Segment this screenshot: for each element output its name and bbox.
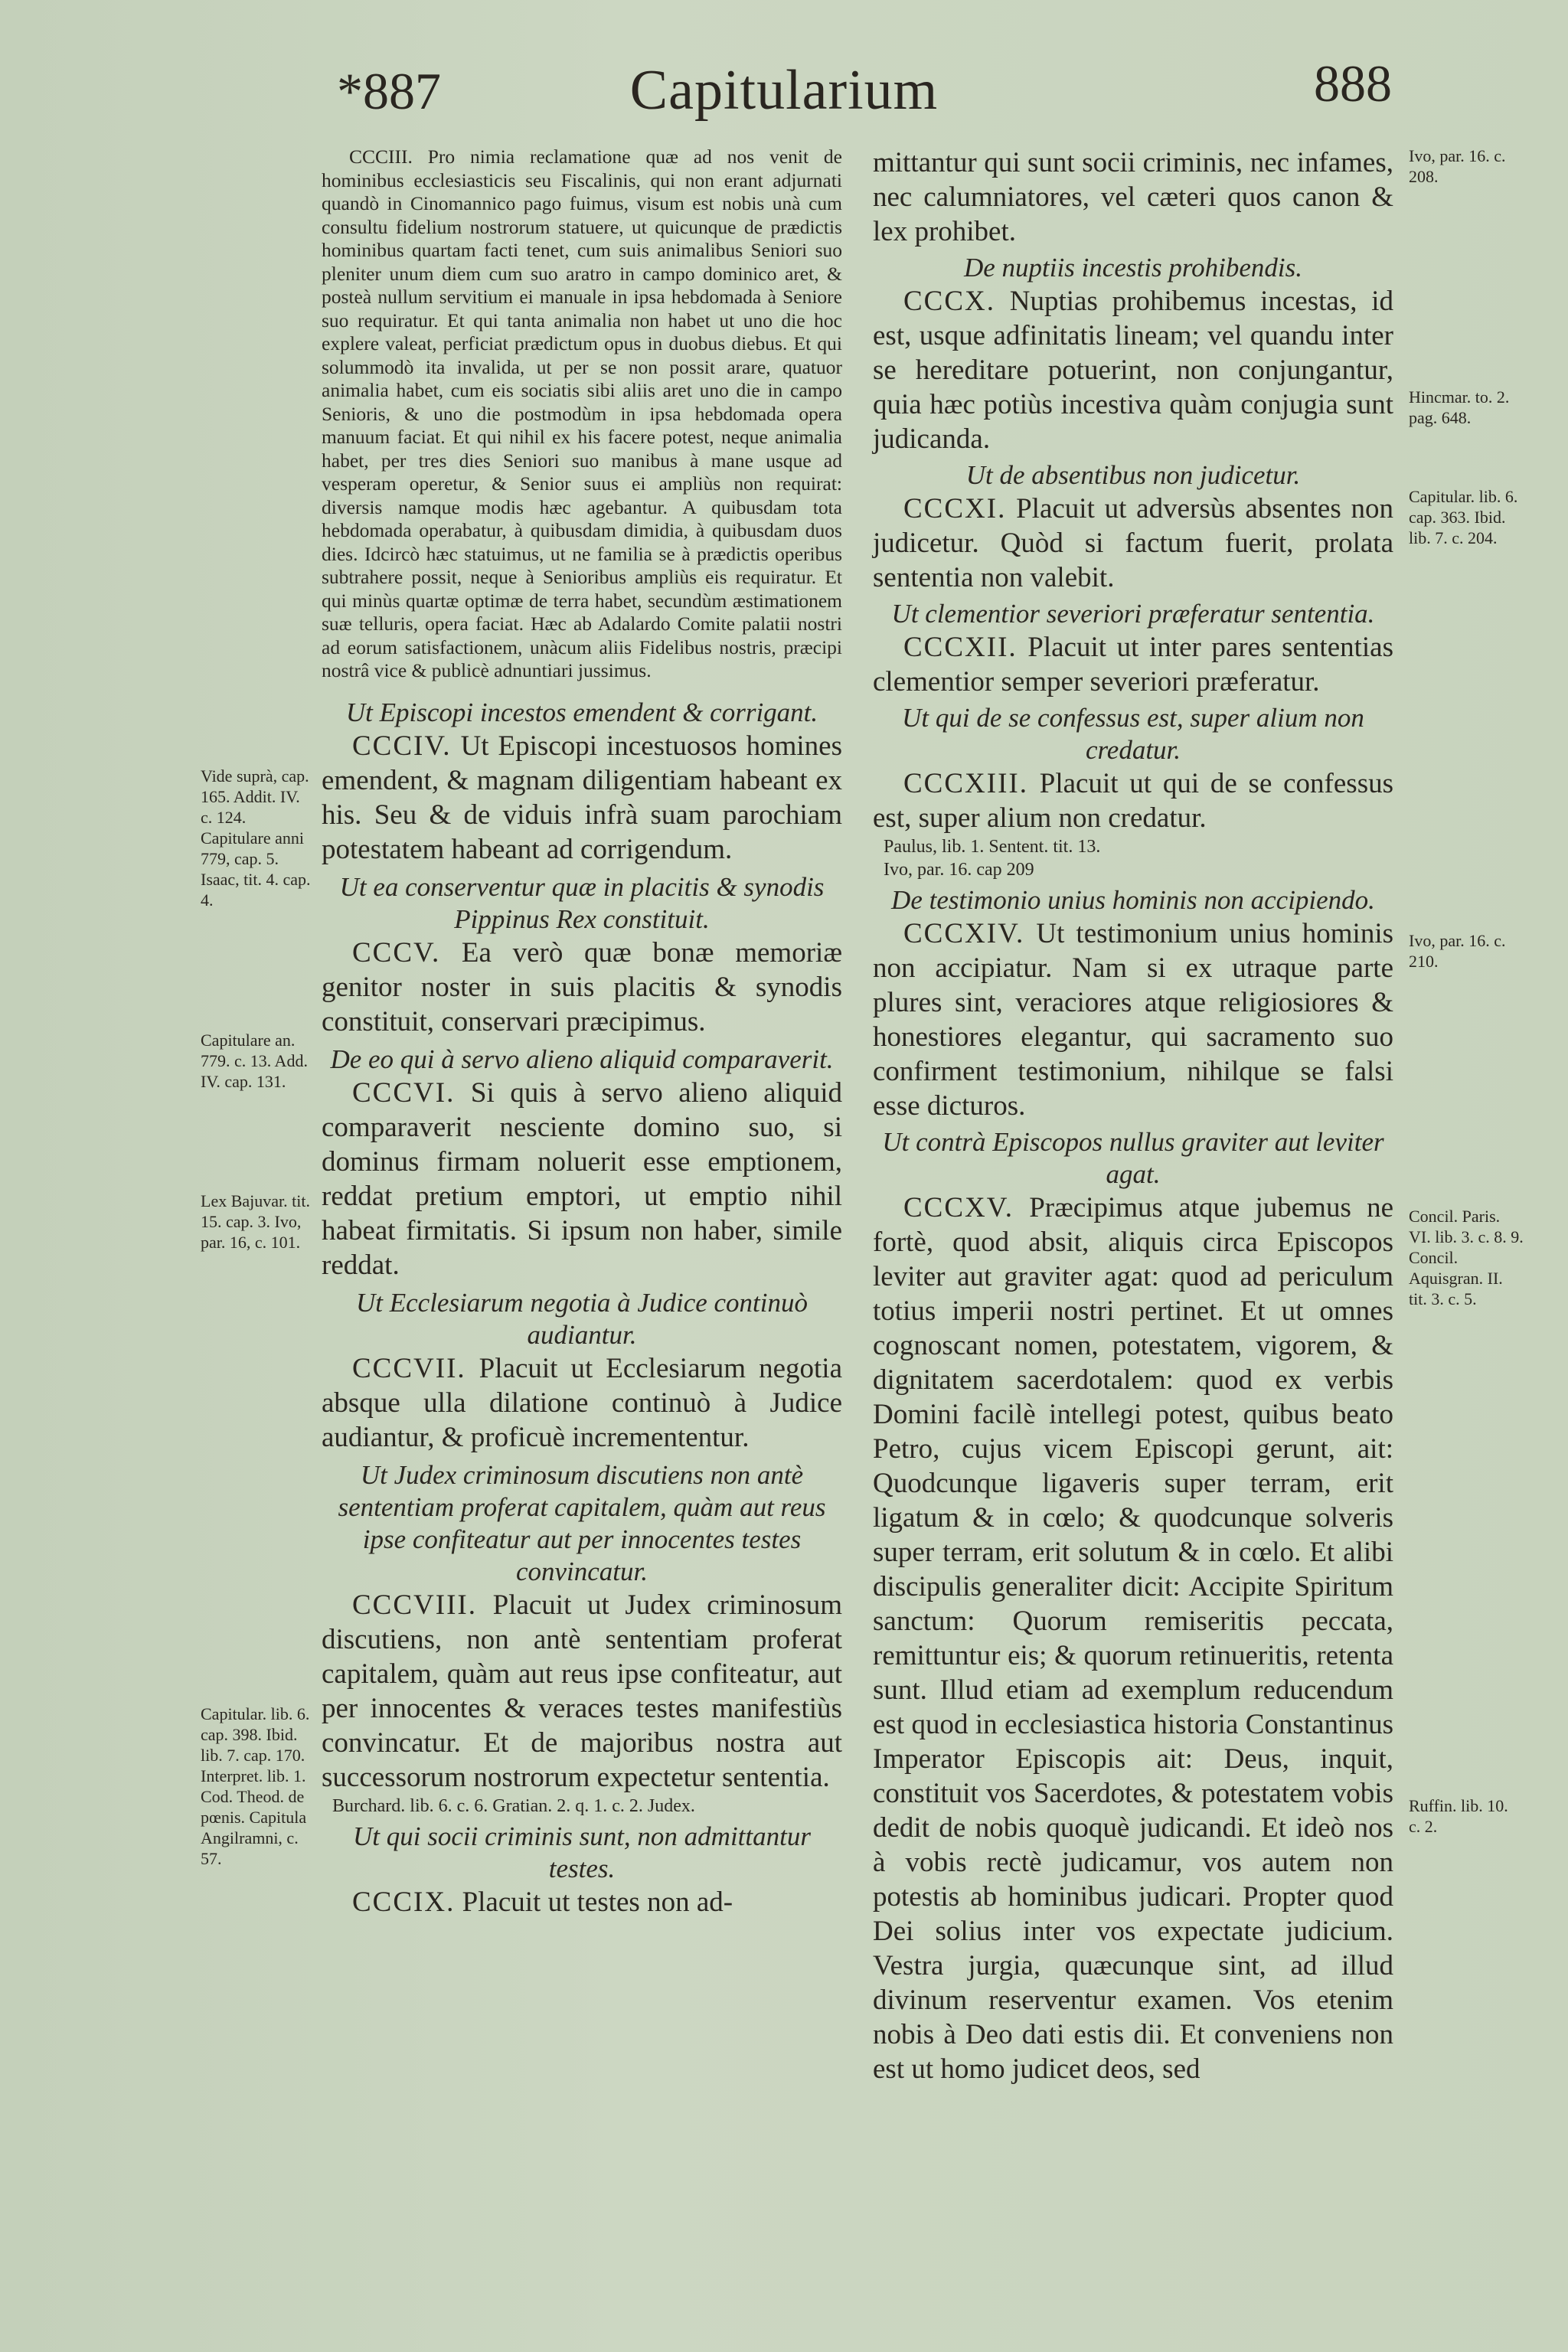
chapter-315-heading: Ut contrà Episcopos nullus graviter aut leviter agat. — [882, 1127, 1384, 1189]
chapter-306 — [322, 1076, 842, 1282]
chapter-309 — [322, 1885, 842, 1919]
chapter-314-heading: De testimonio unius hominis non accipiendo. — [891, 885, 1375, 915]
chapter-305-number: CCCV. — [352, 936, 441, 969]
margin-note: Concil. Paris. VI. lib. 3. c. 8. 9. Concil. Aquisgran. II. tit. 3. c. 5. — [1409, 1207, 1524, 1308]
chapter-310 — [873, 284, 1393, 456]
chapter-308-text: Placuit ut Judex criminosum discutiens, non antè sententiam proferat capitalem, quàm aut reus ipse confiteatur, aut per innocentes & veraces testes manifestiùs convincatur. Et de majoribus nostra aut successorum nostrorum expectetur sententia. — [322, 1589, 843, 1793]
margin-note: Hincmar. to. 2. pag. 648. — [1409, 387, 1510, 427]
chapter-309-heading: Ut qui socii criminis sunt, non admittantur testes. — [353, 1821, 811, 1883]
chapter-314-text: Ut testimonium unius hominis non accipiatur. Nam si ex utraque parte plures sint, veraciores atque religiosiores & honestiores elegantur, qui sacramento suo confirment testimonium, nihilque se falsi esse dicturos. — [873, 918, 1393, 1122]
chapter-311 — [873, 492, 1393, 595]
chapter-311-heading: Ut de absentibus non judicetur. — [965, 460, 1301, 490]
chapter-311-text: Placuit ut adversùs absentes non judicetur. Quòd si factum fuerit, prolata sententia non valebit. — [873, 493, 1393, 593]
chapter-311-number: CCCXI. — [903, 493, 1007, 524]
chapter-308-number: CCCVIII. — [352, 1589, 477, 1621]
chapter-308-citation: Burchard. lib. 6. c. 6. Gratian. 2. q. 1. c. 2. Judex. — [332, 1795, 695, 1816]
page-number-left: *887 — [337, 62, 441, 120]
margin-note: Vide suprà, cap. 165. Addit. IV. c. 124. Capitulare anni 779, cap. 5. Isaac, tit. 4. cap. 4. — [201, 766, 311, 910]
margin-note: Ruffin. lib. 10. c. 2. — [1409, 1796, 1508, 1836]
chapter-313-citation-1: Paulus, lib. 1. Sentent. tit. 13. — [884, 837, 1101, 857]
chapter-312 — [873, 630, 1393, 699]
margin-note: Ivo, par. 16. c. 210. — [1409, 931, 1506, 971]
chapter-306-text: Si quis à servo alieno aliquid comparaverit nesciente domino suo, si dominus firmam noluerit esse emptionem, reddat pretium emptori, ut emptio nihil habeat firmitatis. Si ipsum non haber, simile reddat. — [322, 1076, 842, 1281]
chapter-305-heading: Ut ea conserventur quæ in placitis & synodis Pippinus Rex constituit. — [339, 871, 825, 934]
chapter-309-text: Placuit ut testes non ad- — [462, 1886, 733, 1918]
chapter-313-citation-2: Ivo, par. 16. cap 209 — [884, 860, 1034, 880]
chapter-314-number: CCCXIV. — [903, 918, 1025, 949]
chapter-306-heading: De eo qui à servo alieno aliquid comparaverit. — [330, 1044, 834, 1074]
margin-note: Capitular. lib. 6. cap. 398. Ibid. lib. 7. cap. 170. Interpret. lib. 1. Cod. Theod. de pœnis. Capitula Angilramni, c. 57. — [201, 1704, 310, 1868]
chapter-310-text: Nuptias prohibemus incestas, id est, usque adfinitatis lineam; vel quandu inter se hereditare potuerint, non conjungantur, quia hæc potiùs incestiva quàm conjugia sunt judicanda. — [873, 286, 1394, 455]
chapter-315-text: Præcipimus atque jubemus ne fortè, quod absit, aliquis circa Episcopos leviter aut graviter agat: quod ad periculum totius imperii nostri pertinet. Et ut omnes cognoscant nomen, potestatem, vigorem, & dignitatem sacerdotalem: quod ex verbis Domini facilè intellegi potest, quibus beato Petro, cujus vicem Episcopi gerunt, ait: Quodcunque ligaveris super terram, erit ligatum & in cœlo; & quodcunque solveris super terram, erit solutum & in cœlo. Et alibi discipulis generaliter dicit: Accipite Spiritum sanctum: Quorum remiseritis peccata, remittuntur eis; & quorum retinueritis, retenta sunt. Illud etiam ad exemplum reducendum est quod in ecclesiastica historia Constantinus Imperator Episcopis ait: Deus, inquit, constituit vos Sacerdotes, & potestatem vobis dedit de nobis quoquè judicandi. Et ideò nos à vobis rectè judicamur, vos autem non potestis ab hominibus judicari. Propter quod Dei solius inter vos expectate judicium. Vestra jurgia, quæcunque sint, ad illud divinum reserventur examen. Vos etenim nobis à Deo dati estis dii. Et conveniens non est ut homo judicet deos, sed — [873, 1192, 1393, 2085]
chapter-310-heading: De nuptiis incestis prohibendis. — [963, 253, 1302, 283]
chapter-312-heading: Ut clementior severiori præferatur sententia. — [891, 599, 1375, 629]
chapter-313-text: Placuit ut qui de se confessus est, super alium non credatur. — [873, 768, 1393, 834]
chapter-315 — [873, 1191, 1393, 2086]
chapter-307-text: Placuit ut Ecclesiarum negotia absque ulla dilatione continuò à Judice audiantur, & proficuè incremententur. — [322, 1352, 843, 1453]
chapter-304-heading: Ut Episcopi incestos emendent & corrigant. — [345, 697, 818, 727]
margin-note: Capitulare an. 779. c. 13. Add. IV. cap. 131. — [201, 1031, 308, 1091]
right-column — [873, 145, 1393, 2086]
chapter-315-number: CCCXV. — [903, 1192, 1014, 1223]
chapter-305-text: Ea verò quæ bonæ memoriæ genitor noster in suis placitis & synodis constituit, conservari præcipimus. — [322, 936, 842, 1037]
chapter-307-heading: Ut Ecclesiarum negotia à Judice continuò audiantur. — [356, 1287, 808, 1350]
chapter-303-text: CCCIII. Pro nimia reclamatione quæ ad nos venit de hominibus ecclesiasticis seu Fiscalinis, qui non erant adjurnati quandò in Cinomannico pago fuimus, visum est nobis unà cum consultu fidelium nostrorum statuere, ut quicunque de prædictis hominibus quartam facti tenet, cum suis animalibus Seniori suo pleniter unum diem cum suo aratro in campo dominico aret, & posteà nullum servitium ei manuale in ipsa hebdomada à Seniore suo requiratur. Et qui tanta animalia non habet ut uno die hoc explere valeat, perficiat prædictum opus in duobus diebus. Et qui solummodò ita invalida, ut per se non possit arare, quatuor animalia habet, cum eis sociatis sibi aliis aret uno die in campo Senioris, & uno die postmodùm in ipsa hebdomada opera manuum faciat. Et qui nihil ex his facere potest, neque animalia habet, per tres dies Seniori suo manibus à mane usque ad vesperam operetur, & Senior suus ei ampliùs non requirat: diversis namque modis hæc agebantur. A quibusdam tota hebdomada operabatur, à quibusdam dimidia, à quibusdam duos dies. Idcircò hæc statuimus, ut ne familia se à prædictis operibus subtrahere possit, neque à Senioribus ampliùs eis requiratur. Et qui minùs quartæ optimæ de terra habet, secundùm æstimationem suæ telluris, opera faciat. Hæc ab Adalardo Comite palatii nostri ad eorum satisfactionem, unàcum aliis Fidelibus nostris, præcipi nostrâ vice & publicè adnuntiari jussimus. — [322, 145, 842, 681]
chapter-307 — [322, 1351, 842, 1455]
chapter-306-number: CCCVI. — [352, 1076, 456, 1109]
chapter-307-number: CCCVII. — [352, 1352, 466, 1384]
chapter-310-number: CCCX. — [903, 286, 996, 317]
page-number-right: 888 — [1314, 54, 1392, 113]
chapter-309-number: CCCIX. — [352, 1886, 456, 1918]
running-title: Capitularium — [629, 59, 939, 122]
margin-note: Ivo, par. 16. c. 208. — [1409, 146, 1506, 186]
chapter-314 — [873, 916, 1393, 1123]
margin-note: Lex Bajuvar. tit. 15. cap. 3. Ivo, par. 16, c. 101. — [201, 1191, 310, 1252]
chapter-313-number: CCCXIII. — [903, 768, 1028, 799]
chapter-313-heading: Ut qui de se confessus est, super alium non credatur. — [902, 703, 1364, 765]
chapter-308-heading: Ut Judex criminosum discutiens non antè sententiam proferat capitalem, quàm aut reus ipse confiteatur aut per innocentes testes convincatur. — [338, 1459, 826, 1586]
chapter-308 — [322, 1588, 842, 1795]
chapter-305 — [322, 936, 842, 1039]
margin-note: Capitular. lib. 6. cap. 363. Ibid. lib. 7. c. 204. — [1409, 487, 1518, 547]
chapter-304-text: Ut Episcopi incestuosos homines emendent, & magnam diligentiam habeant ex his. Seu & de viduis infrà suam parochiam potestatem habeant ad corrigendum. — [322, 730, 843, 865]
chapter-304-number: CCCIV. — [352, 730, 452, 762]
chapter-312-number: CCCXII. — [903, 632, 1018, 663]
chapter-304 — [322, 729, 842, 867]
chapter-312-text: Placuit ut inter pares sententias clementior semper severiori præferatur. — [873, 632, 1393, 697]
chapter-313 — [873, 766, 1393, 835]
chapter-309-continued: mittantur qui sunt socii criminis, nec infames, nec calumniatores, vel cæteri quos canon & lex prohibet. — [873, 147, 1393, 247]
left-column — [322, 145, 842, 1919]
